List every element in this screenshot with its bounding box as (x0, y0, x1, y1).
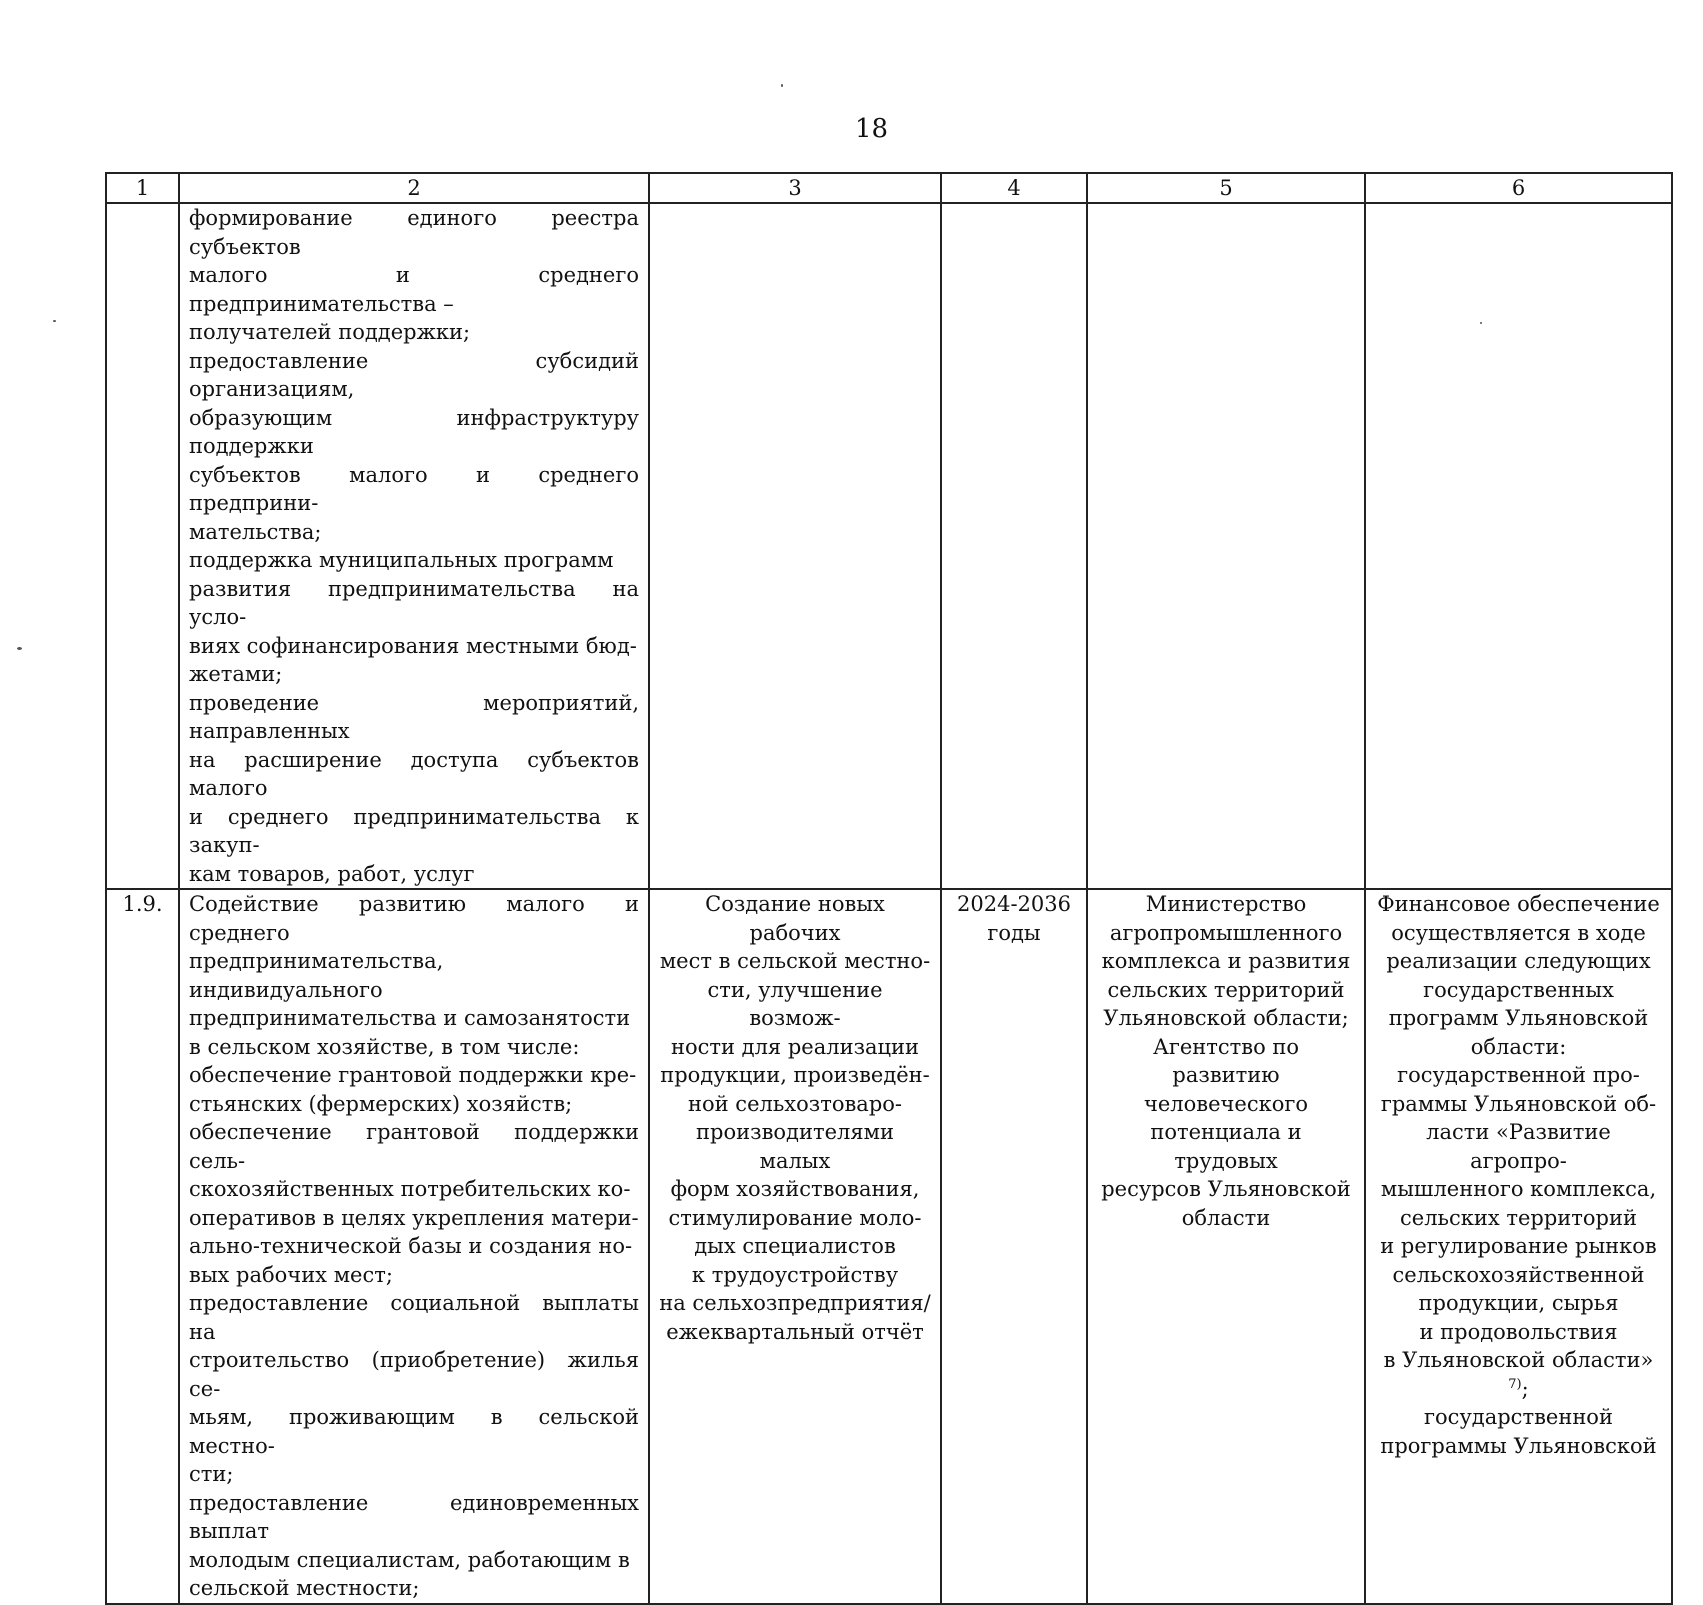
text-line: стьянских (фермерских) хозяйств; (189, 1091, 573, 1116)
text-line: жетами; (189, 662, 283, 686)
text-line: стимулирование моло- (668, 1205, 922, 1230)
column-header: 6 (1365, 173, 1672, 203)
text-line: человеческого (1143, 1091, 1309, 1116)
column-header: 2 (179, 173, 649, 203)
text-line: ности для реализации (670, 1034, 920, 1059)
implementation-period (941, 889, 1087, 1604)
text-line: мышленного комплекса, (1380, 1177, 1657, 1201)
text-line: сельских территорий (1107, 977, 1345, 1002)
text-line: вых рабочих мест; (189, 1262, 393, 1287)
text-line: ной сельхозтоваро- (688, 1091, 902, 1116)
page-number: 18 (854, 114, 889, 144)
text-line: виях софинансирования местными бюд- (189, 633, 637, 658)
text-line: агропромышленного (1109, 920, 1343, 945)
row-number (106, 203, 179, 889)
text-line: в Ульяновской области» $^{7)}$; (1383, 1348, 1654, 1401)
text-line: ласти «Развитие агропро- (1426, 1120, 1611, 1173)
text-line: дых специалистов (694, 1234, 896, 1258)
text-line: Министерство (1145, 892, 1307, 916)
scan-speck (17, 647, 22, 650)
text-line: оперативов в целях укрепления матери- (189, 1205, 639, 1230)
text-line: программ Ульяновской (1388, 1006, 1649, 1030)
text-line: обеспечение грантовой поддержки сель- (189, 1120, 639, 1173)
text-line: производителями малых (696, 1120, 894, 1173)
document-table (105, 172, 1673, 1605)
scan-speck (53, 320, 56, 322)
text-line: строительство (приобретение) жилья се- (189, 1348, 639, 1401)
column-header: 3 (649, 173, 941, 203)
text-line: кам товаров, работ, услуг (189, 861, 475, 886)
text-line: сти, улучшение возмож- (707, 977, 883, 1030)
text-line: и регулирование рынков (1380, 1234, 1657, 1258)
text-line: продукции, сырья (1418, 1291, 1619, 1315)
text-line: сельских территорий (1400, 1205, 1637, 1230)
text-line: форм хозяйствования, (670, 1177, 920, 1201)
text-line: Агентство по развитию (1152, 1034, 1300, 1087)
text-line: ресурсов Ульяновской (1101, 1177, 1351, 1201)
text-line: реализации следующих (1386, 949, 1651, 973)
text-line: проведение мероприятий, направленных (189, 690, 639, 743)
text-line: к трудоустройству (691, 1262, 899, 1287)
text-line: государственной про- (1397, 1063, 1640, 1087)
text-line: продукции, произведён- (660, 1063, 930, 1087)
text-line: предпринимательства, индивидуального (189, 949, 444, 1002)
text-line: 2024-2036 (957, 892, 1071, 916)
table-row (106, 889, 1672, 1604)
expected-result (649, 203, 941, 889)
text-line: Финансовое обеспечение (1377, 892, 1660, 916)
footnote-suffix: ; (1521, 1376, 1529, 1401)
text-line: мьям, проживающим в сельской местно- (189, 1405, 639, 1458)
text-line: осуществляется в ходе (1391, 920, 1646, 945)
text-line: комплекса и развития (1101, 949, 1351, 973)
text-line: образующим инфраструктуру поддержки (189, 405, 639, 458)
text-line: сельскохозяйственной (1392, 1262, 1645, 1287)
text-line: развития предпринимательства на усло- (189, 576, 639, 629)
text-line: предпринимательства и самозанятости (189, 1006, 631, 1030)
text-line: молодым специалистам, работающим в (189, 1547, 630, 1572)
scan-speck (781, 84, 783, 87)
text-line: мательства; (189, 519, 322, 544)
responsible-executor (1087, 203, 1365, 889)
text-line: в сельском хозяйстве, в том числе: (189, 1034, 580, 1059)
column-header: 1 (106, 173, 179, 203)
text-line: формирование единого реестра субъектов (189, 206, 639, 259)
text-line: Ульяновской области; (1103, 1006, 1349, 1030)
expected-result (649, 889, 941, 1604)
text-line: предоставление субсидий организациям, (189, 348, 639, 401)
financing-source (1365, 203, 1672, 889)
column-header: 4 (941, 173, 1087, 203)
table-row (106, 203, 1672, 889)
text-line: государственной (1424, 1405, 1613, 1429)
measure-description (179, 203, 649, 889)
text-line: предоставление социальной выплаты на (189, 1291, 639, 1344)
text-line: граммы Ульяновской об- (1380, 1091, 1657, 1116)
text-line: области (1181, 1205, 1271, 1230)
row-number: 1.9. (106, 889, 179, 1604)
text-line: получателей поддержки; (189, 320, 471, 344)
footnote-marker: 7) (1508, 1376, 1522, 1392)
text-line: скохозяйственных потребительских ко- (189, 1177, 631, 1201)
text-line: Создание новых рабочих (705, 892, 885, 945)
text-line: и среднего предпринимательства к закуп- (189, 804, 639, 857)
text-line: сти; (189, 1462, 234, 1486)
text-line: предоставление единовременных выплат (189, 1490, 639, 1543)
text-line: ежеквартальный отчёт (666, 1319, 924, 1344)
table-header-row (106, 173, 1672, 203)
responsible-executor (1087, 889, 1365, 1604)
text-line: сельской местности; (189, 1576, 420, 1600)
text-line: государственных (1423, 977, 1614, 1002)
text-line: обеспечение грантовой поддержки кре- (189, 1063, 637, 1087)
financing-source (1365, 889, 1672, 1604)
text-line: на сельхозпредприятия/ (659, 1291, 931, 1315)
implementation-period (941, 203, 1087, 889)
text-line: малого и среднего предпринимательства – (189, 263, 639, 316)
text-line: на расширение доступа субъектов малого (189, 747, 639, 800)
text-line: потенциала и трудовых (1150, 1120, 1302, 1173)
text-line: и продовольствия (1419, 1319, 1618, 1344)
text-line: поддержка муниципальных программ (189, 548, 614, 572)
text-line: программы Ульяновской (1380, 1433, 1657, 1458)
column-header: 5 (1087, 173, 1365, 203)
text-line: мест в сельской местно- (659, 949, 931, 973)
text-line: области: (1470, 1034, 1567, 1059)
text-line: годы (987, 920, 1041, 945)
measure-description (179, 889, 649, 1604)
text-line: субъектов малого и среднего предприни- (189, 462, 639, 515)
text-line: Содействие развитию малого и среднего (189, 892, 639, 945)
text-line: ально-технической базы и создания но- (189, 1234, 633, 1258)
